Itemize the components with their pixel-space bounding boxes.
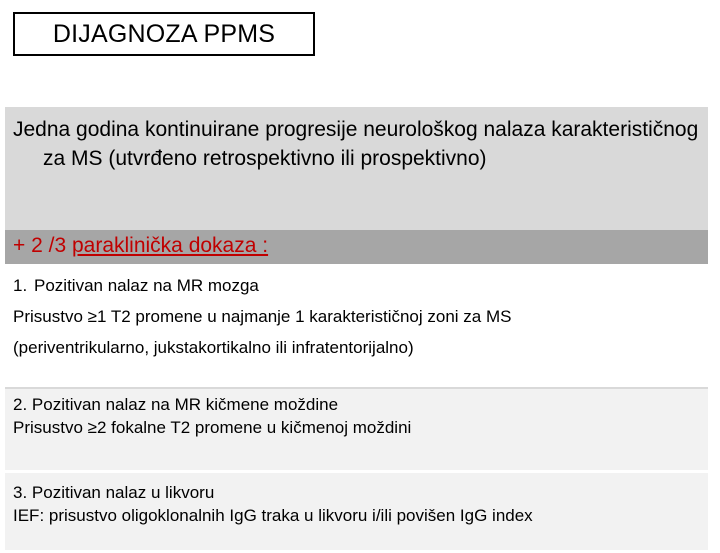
page-title: DIJAGNOZA PPMS [52,19,276,48]
criterion-row-spinal-mri [5,389,708,473]
header-prefix: + 2 /3 [13,234,72,257]
criterion-row-csf [5,473,708,553]
criterion-detail: IEF: prisustvo oligoklonalnih IgG traka u likvoru i/ili povišen IgG index [13,506,533,525]
intro-row [5,107,708,230]
criterion-title: Pozitivan nalaz na MR mozga [34,276,259,295]
criteria-table [5,107,708,553]
title-box [13,12,315,56]
paraclinical-header-row [5,230,708,264]
criterion-row-brain-mri [5,264,708,389]
criterion-detail: Prisustvo ≥1 T2 promene u najmanje 1 karakterističnoj zoni za MS [13,307,512,326]
criterion-detail: Prisustvo ≥2 fokalne T2 promene u kičmenoj moždini [13,418,412,437]
criterion-title: 3. Pozitivan nalaz u likvoru [13,483,215,502]
intro-text: Jedna godina kontinuirane progresije neurološkog nalaza karakterističnog za MS (utvrđeno retrospektivno ili prospektivno) [13,118,699,170]
header-underlined: paraklinička dokaza : [71,234,269,257]
criterion-number: 1. [13,276,28,295]
criterion-heading [13,270,700,301]
criterion-detail: (periventrikularno, jukstakortikalno ili infratentorijalno) [13,338,414,357]
criterion-title: 2. Pozitivan nalaz na MR kičmene moždine [13,395,339,414]
